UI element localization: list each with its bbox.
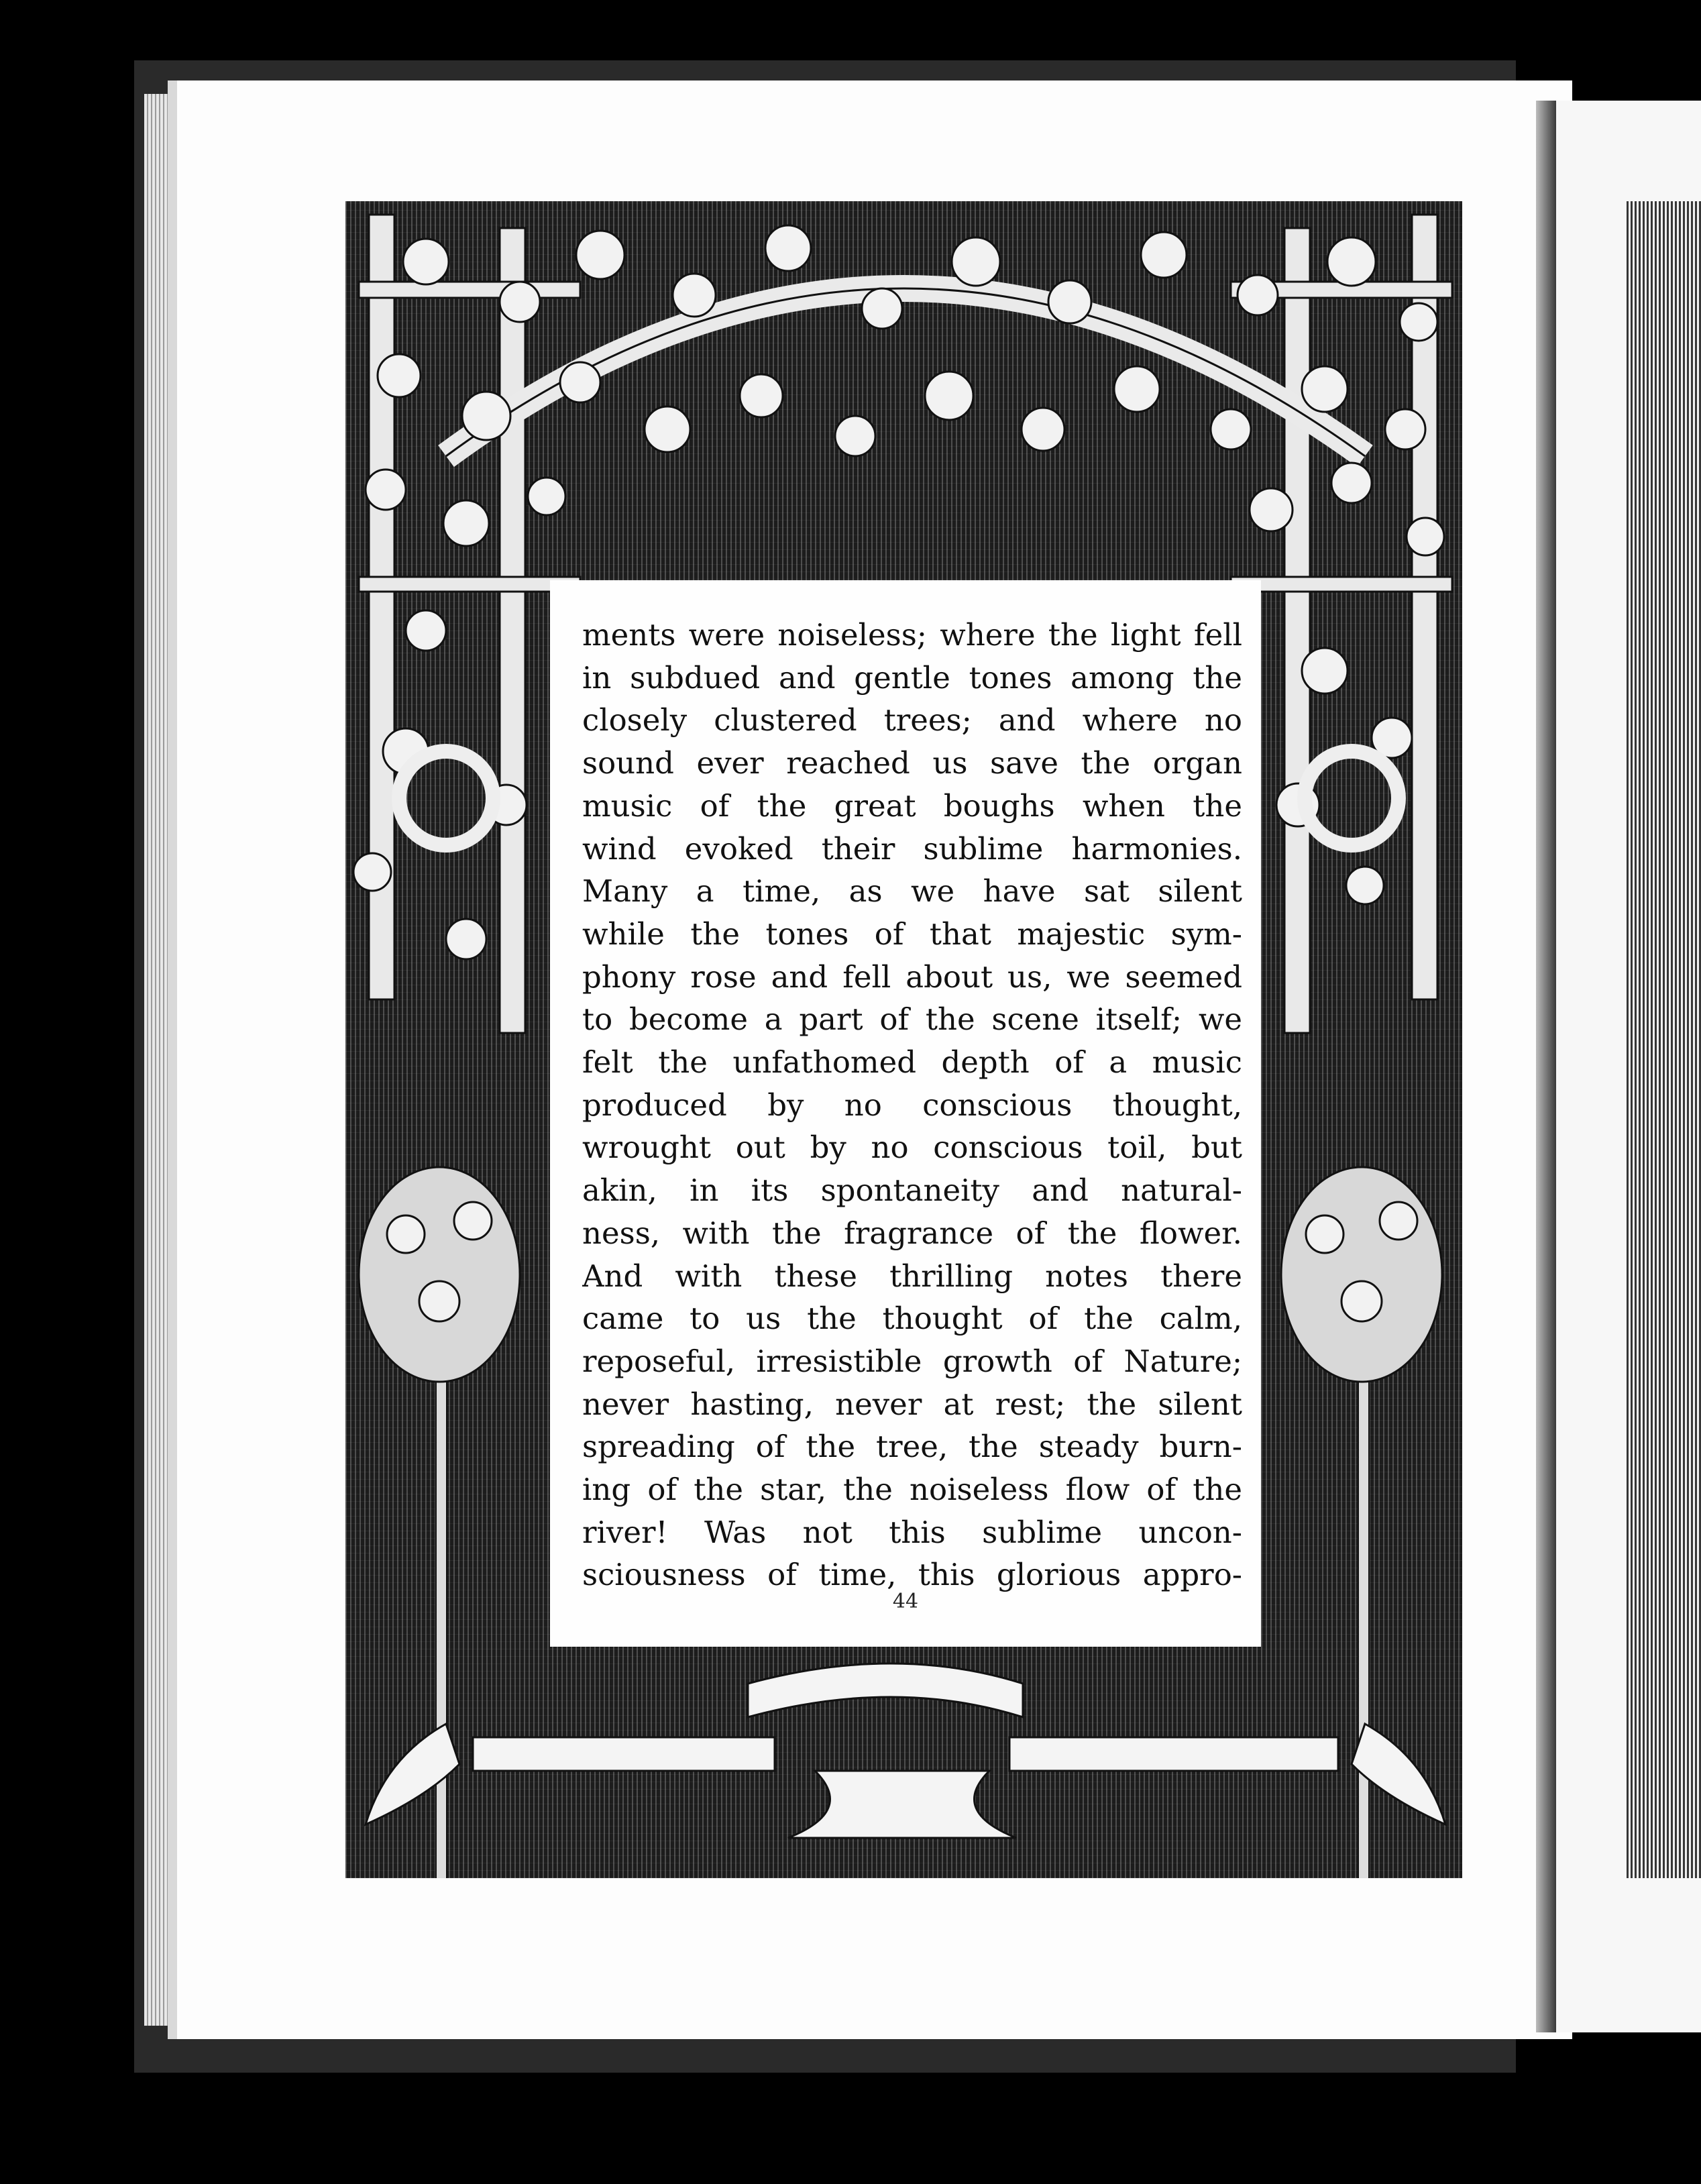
text-line: never hasting, never at rest; the silent (582, 1386, 1242, 1422)
wreath-left (399, 751, 493, 845)
text-line: akin, in its spontaneity and natural- (582, 1172, 1242, 1209)
text-line: phony rose and fell about us, we seemed (582, 959, 1242, 995)
text-line: in subdued and gentle tones among the (582, 659, 1242, 696)
book-gutter (1536, 101, 1556, 2032)
text-line: to become a part of the scene itself; we (582, 1001, 1242, 1038)
trellis-rail-left (359, 282, 580, 298)
text-line: produced by no conscious thought, (582, 1087, 1242, 1123)
text-line: spreading of the tree, the steady burn- (582, 1429, 1242, 1465)
text-line: ness, with the fragrance of the flower. (582, 1215, 1242, 1251)
page-number: 44 (892, 1590, 919, 1613)
trellis-post-left-inner (500, 228, 525, 1033)
body-text (582, 614, 1242, 1596)
text-line: while the tones of that majestic sym- (582, 916, 1242, 952)
text-line: And with these thrilling notes there (582, 1258, 1242, 1294)
text-line: ments were noiseless; where the light fell (582, 617, 1242, 653)
ribbon-banner (366, 1663, 1445, 1838)
text-line: Many a time, as we have sat silent (582, 873, 1242, 910)
text-line: reposeful, irresistible growth of Nature; (582, 1343, 1242, 1379)
text-line: came to us the thought of the calm, (582, 1301, 1242, 1337)
text-line: wind evoked their sublime harmonies. (582, 830, 1242, 867)
text-line: sound ever reached us save the organ (582, 745, 1242, 781)
trellis-rail-left-low (359, 577, 580, 592)
text-line: felt the unfathomed depth of a music (582, 1044, 1242, 1081)
page-stack-edge (144, 94, 168, 2026)
right-page-illustration (1627, 201, 1701, 1878)
text-line: music of the great boughs when the (582, 787, 1242, 824)
text-line: wrought out by no conscious toil, but (582, 1130, 1242, 1166)
trellis-post-right-inner (1284, 228, 1310, 1033)
trellis-rail-right-low (1231, 577, 1452, 592)
text-line: river! Was not this sublime uncon- (582, 1514, 1242, 1550)
text-line: ing of the star, the noiseless flow of the (582, 1472, 1242, 1508)
text-line: sciousness of time, this glorious appro- (582, 1557, 1242, 1593)
text-line: closely clustered trees; and where no (582, 702, 1242, 739)
text-panel (550, 580, 1261, 1647)
